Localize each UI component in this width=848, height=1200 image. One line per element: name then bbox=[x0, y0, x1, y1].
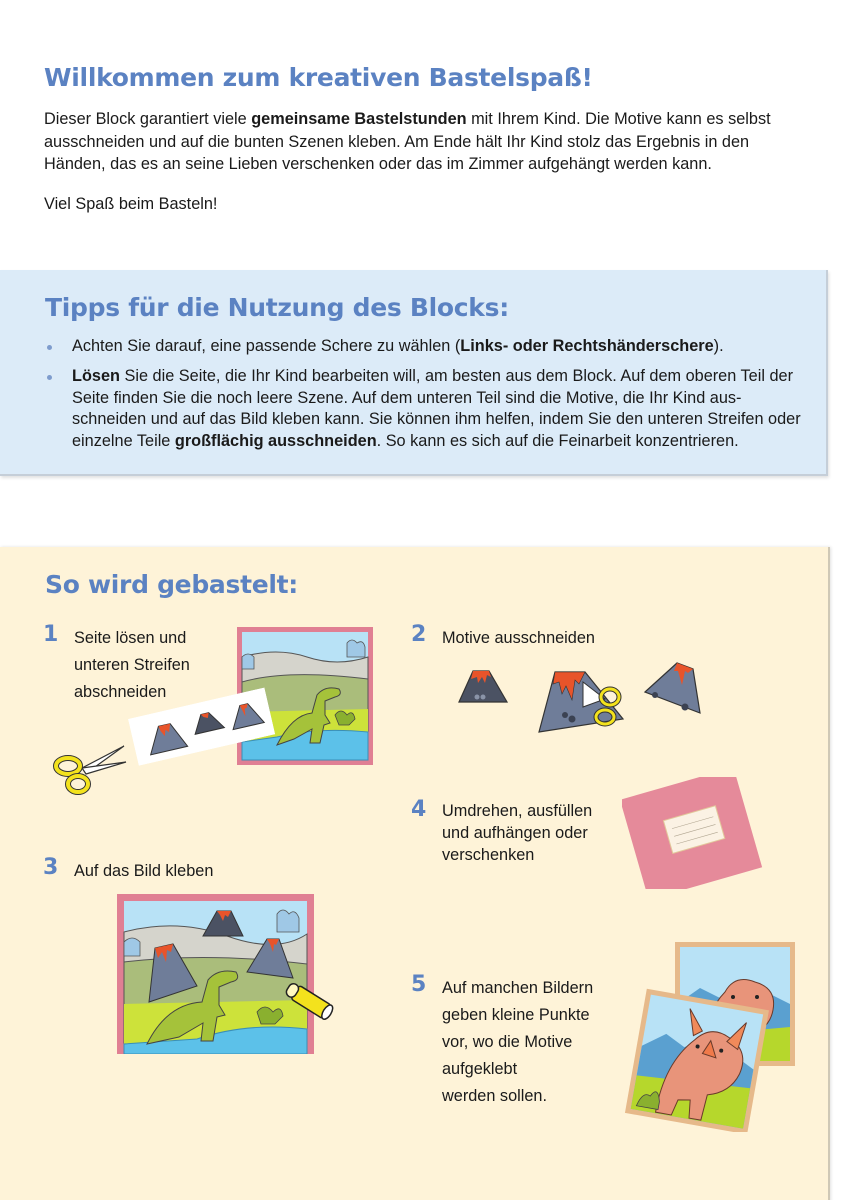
glue-scene-illustration bbox=[117, 894, 347, 1054]
intro-text-before: Dieser Block garantiert viele bbox=[44, 110, 252, 128]
tip-text-bold: großflächig ausschneiden bbox=[174, 432, 377, 451]
step-number: 1 bbox=[43, 622, 59, 647]
tips-panel bbox=[0, 270, 828, 476]
step-line: werden sollen. bbox=[442, 1087, 547, 1105]
tips-item bbox=[45, 366, 805, 453]
step-line: unteren Streifen bbox=[74, 656, 190, 674]
step-number: 2 bbox=[411, 622, 427, 647]
intro-title: Willkommen zum kreativen Bastelspaß! bbox=[44, 63, 593, 92]
bullet-icon bbox=[47, 345, 52, 350]
step-text bbox=[442, 800, 592, 866]
step-number: 3 bbox=[43, 855, 59, 880]
step-line: Auf manchen Bildern bbox=[442, 979, 594, 997]
tip-text: Achten Sie darauf, eine passende Schere zu wählen ( bbox=[72, 337, 461, 355]
step-number: 5 bbox=[411, 972, 427, 997]
intro-closing: Viel Spaß beim Basteln! bbox=[44, 194, 218, 213]
tip-text-bold: Links- oder Rechtshänderschere bbox=[460, 337, 714, 355]
step-line: Seite lösen und bbox=[74, 629, 187, 647]
tips-list bbox=[45, 336, 805, 461]
tip-text-bold: Lösen bbox=[72, 366, 120, 385]
tip-text: ). bbox=[713, 337, 724, 355]
intro-paragraph bbox=[44, 108, 814, 176]
step-text bbox=[74, 858, 213, 885]
step-line: Auf das Bild kleben bbox=[74, 862, 214, 880]
step-text bbox=[74, 625, 190, 706]
triceratops-illustration bbox=[615, 942, 800, 1132]
step-line: abschneiden bbox=[74, 683, 167, 701]
step-line: und aufhängen oder bbox=[442, 824, 588, 842]
step-line: vor, wo die Motive bbox=[442, 1033, 573, 1051]
intro-section bbox=[44, 58, 814, 215]
step-line: verschenken bbox=[442, 846, 535, 864]
step-line: Motive ausschneiden bbox=[442, 629, 595, 647]
tip-text: Sie die Seite, die Ihr Kind bearbeiten will, am besten aus dem Block. Auf dem oberen Teil der Seite finden Sie die noch leere Szene. Auf dem unteren Teil sind die Motive, die Ihr Kind ausschneiden und auf das Bild kleben kann. Sie können ihm helfen, indem Sie den unteren Streifen oder einzelne Teile bbox=[72, 366, 801, 451]
tips-title: Tipps für die Nutzung des Blocks: bbox=[45, 293, 509, 322]
step-line: Umdrehen, ausfüllen bbox=[442, 802, 593, 820]
craft-title: So wird gebastelt: bbox=[45, 570, 298, 599]
craft-panel bbox=[0, 547, 830, 1200]
step-number: 4 bbox=[411, 797, 427, 822]
tips-item bbox=[45, 336, 805, 358]
intro-text-bold: gemeinsame Bastelstunden bbox=[251, 110, 467, 128]
volcano-motifs-illustration bbox=[455, 657, 715, 737]
step-line: aufgeklebt bbox=[442, 1060, 518, 1078]
bullet-icon bbox=[47, 375, 52, 380]
step-text bbox=[442, 625, 595, 652]
step-line: geben kleine Punkte bbox=[442, 1006, 590, 1024]
scissors-icon bbox=[52, 738, 128, 796]
step-text bbox=[442, 975, 593, 1110]
intro-text-after: mit Ihrem Kind. Die Motive kann es selbst ausschneiden und auf die bunten Szenen kleben. Am Ende hält Ihr Kind stolz das Ergebnis in den Händen, das es an seine Lieben verschenken oder das im Zimmer aufgehängt werden kann. bbox=[44, 110, 771, 173]
tip-text: . So kann es sich auf die Feinarbeit konzentrieren. bbox=[376, 432, 739, 451]
card-back-illustration bbox=[622, 777, 764, 889]
